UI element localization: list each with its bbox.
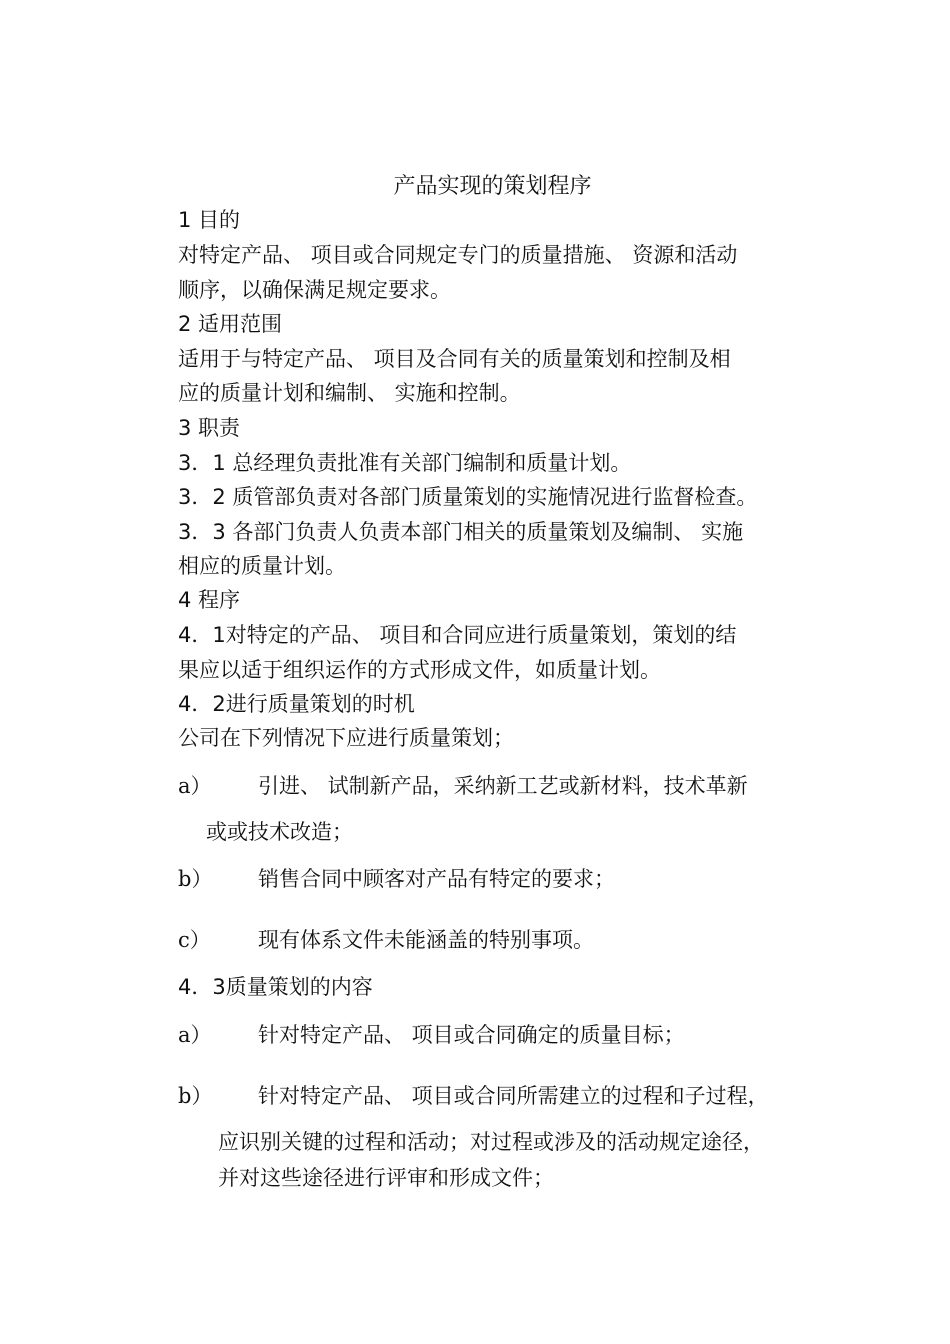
paragraph-line: 4．1对特定的产品、 项目和合同应进行质量策划，策划的结 bbox=[178, 623, 737, 647]
list-item-marker: b） bbox=[178, 1084, 213, 1108]
paragraph-line: 公司在下列情况下应进行质量策划； bbox=[178, 726, 514, 750]
list-item-text-continued: 或或技术改造； bbox=[206, 820, 353, 844]
section-heading-procedure: 4 程序 bbox=[178, 588, 241, 612]
list-item-text: 针对特定产品、 项目或合同所需建立的过程和子过程， bbox=[258, 1084, 769, 1108]
list-item-marker: b） bbox=[178, 867, 213, 891]
list-item-text: 引进、 试制新产品，采纳新工艺或新材料，技术革新 bbox=[258, 774, 748, 798]
paragraph-line: 果应以适于组织运作的方式形成文件，如质量计划。 bbox=[178, 658, 661, 682]
section-heading-purpose: 1 目的 bbox=[178, 208, 241, 232]
responsibility-item: 3．3 各部门负责人负责本部门相关的质量策划及编制、 实施 bbox=[178, 520, 744, 544]
list-item-text-continued: 并对这些途径进行评审和形成文件； bbox=[218, 1166, 554, 1190]
paragraph-line: 应的质量计划和编制、 实施和控制。 bbox=[178, 381, 521, 405]
list-item-text: 现有体系文件未能涵盖的特别事项。 bbox=[258, 928, 594, 952]
subsection-heading-timing: 4．2进行质量策划的时机 bbox=[178, 692, 415, 716]
document-title: 产品实现的策划程序 bbox=[393, 174, 592, 199]
list-item-text: 销售合同中顾客对产品有特定的要求； bbox=[258, 867, 615, 891]
responsibility-item-continued: 相应的质量计划。 bbox=[178, 554, 346, 578]
subsection-heading-content: 4．3质量策划的内容 bbox=[178, 975, 373, 999]
list-item-text: 针对特定产品、 项目或合同确定的质量目标； bbox=[258, 1023, 685, 1047]
list-item-text-continued: 应识别关键的过程和活动；对过程或涉及的活动规定途径， bbox=[218, 1130, 764, 1154]
paragraph-line: 顺序，以确保满足规定要求。 bbox=[178, 278, 451, 302]
list-item-marker: c） bbox=[178, 928, 211, 952]
paragraph-line: 对特定产品、 项目或合同规定专门的质量措施、 资源和活动 bbox=[178, 243, 738, 267]
paragraph-line: 适用于与特定产品、 项目及合同有关的质量策划和控制及相 bbox=[178, 347, 731, 371]
list-item-marker: a） bbox=[178, 1023, 212, 1047]
responsibility-item: 3．2 质管部负责对各部门质量策划的实施情况进行监督检查。 bbox=[178, 485, 758, 509]
responsibility-item: 3．1 总经理负责批准有关部门编制和质量计划。 bbox=[178, 451, 632, 475]
list-item-marker: a） bbox=[178, 774, 212, 798]
section-heading-responsibilities: 3 职责 bbox=[178, 416, 241, 440]
section-heading-scope: 2 适用范围 bbox=[178, 312, 283, 336]
